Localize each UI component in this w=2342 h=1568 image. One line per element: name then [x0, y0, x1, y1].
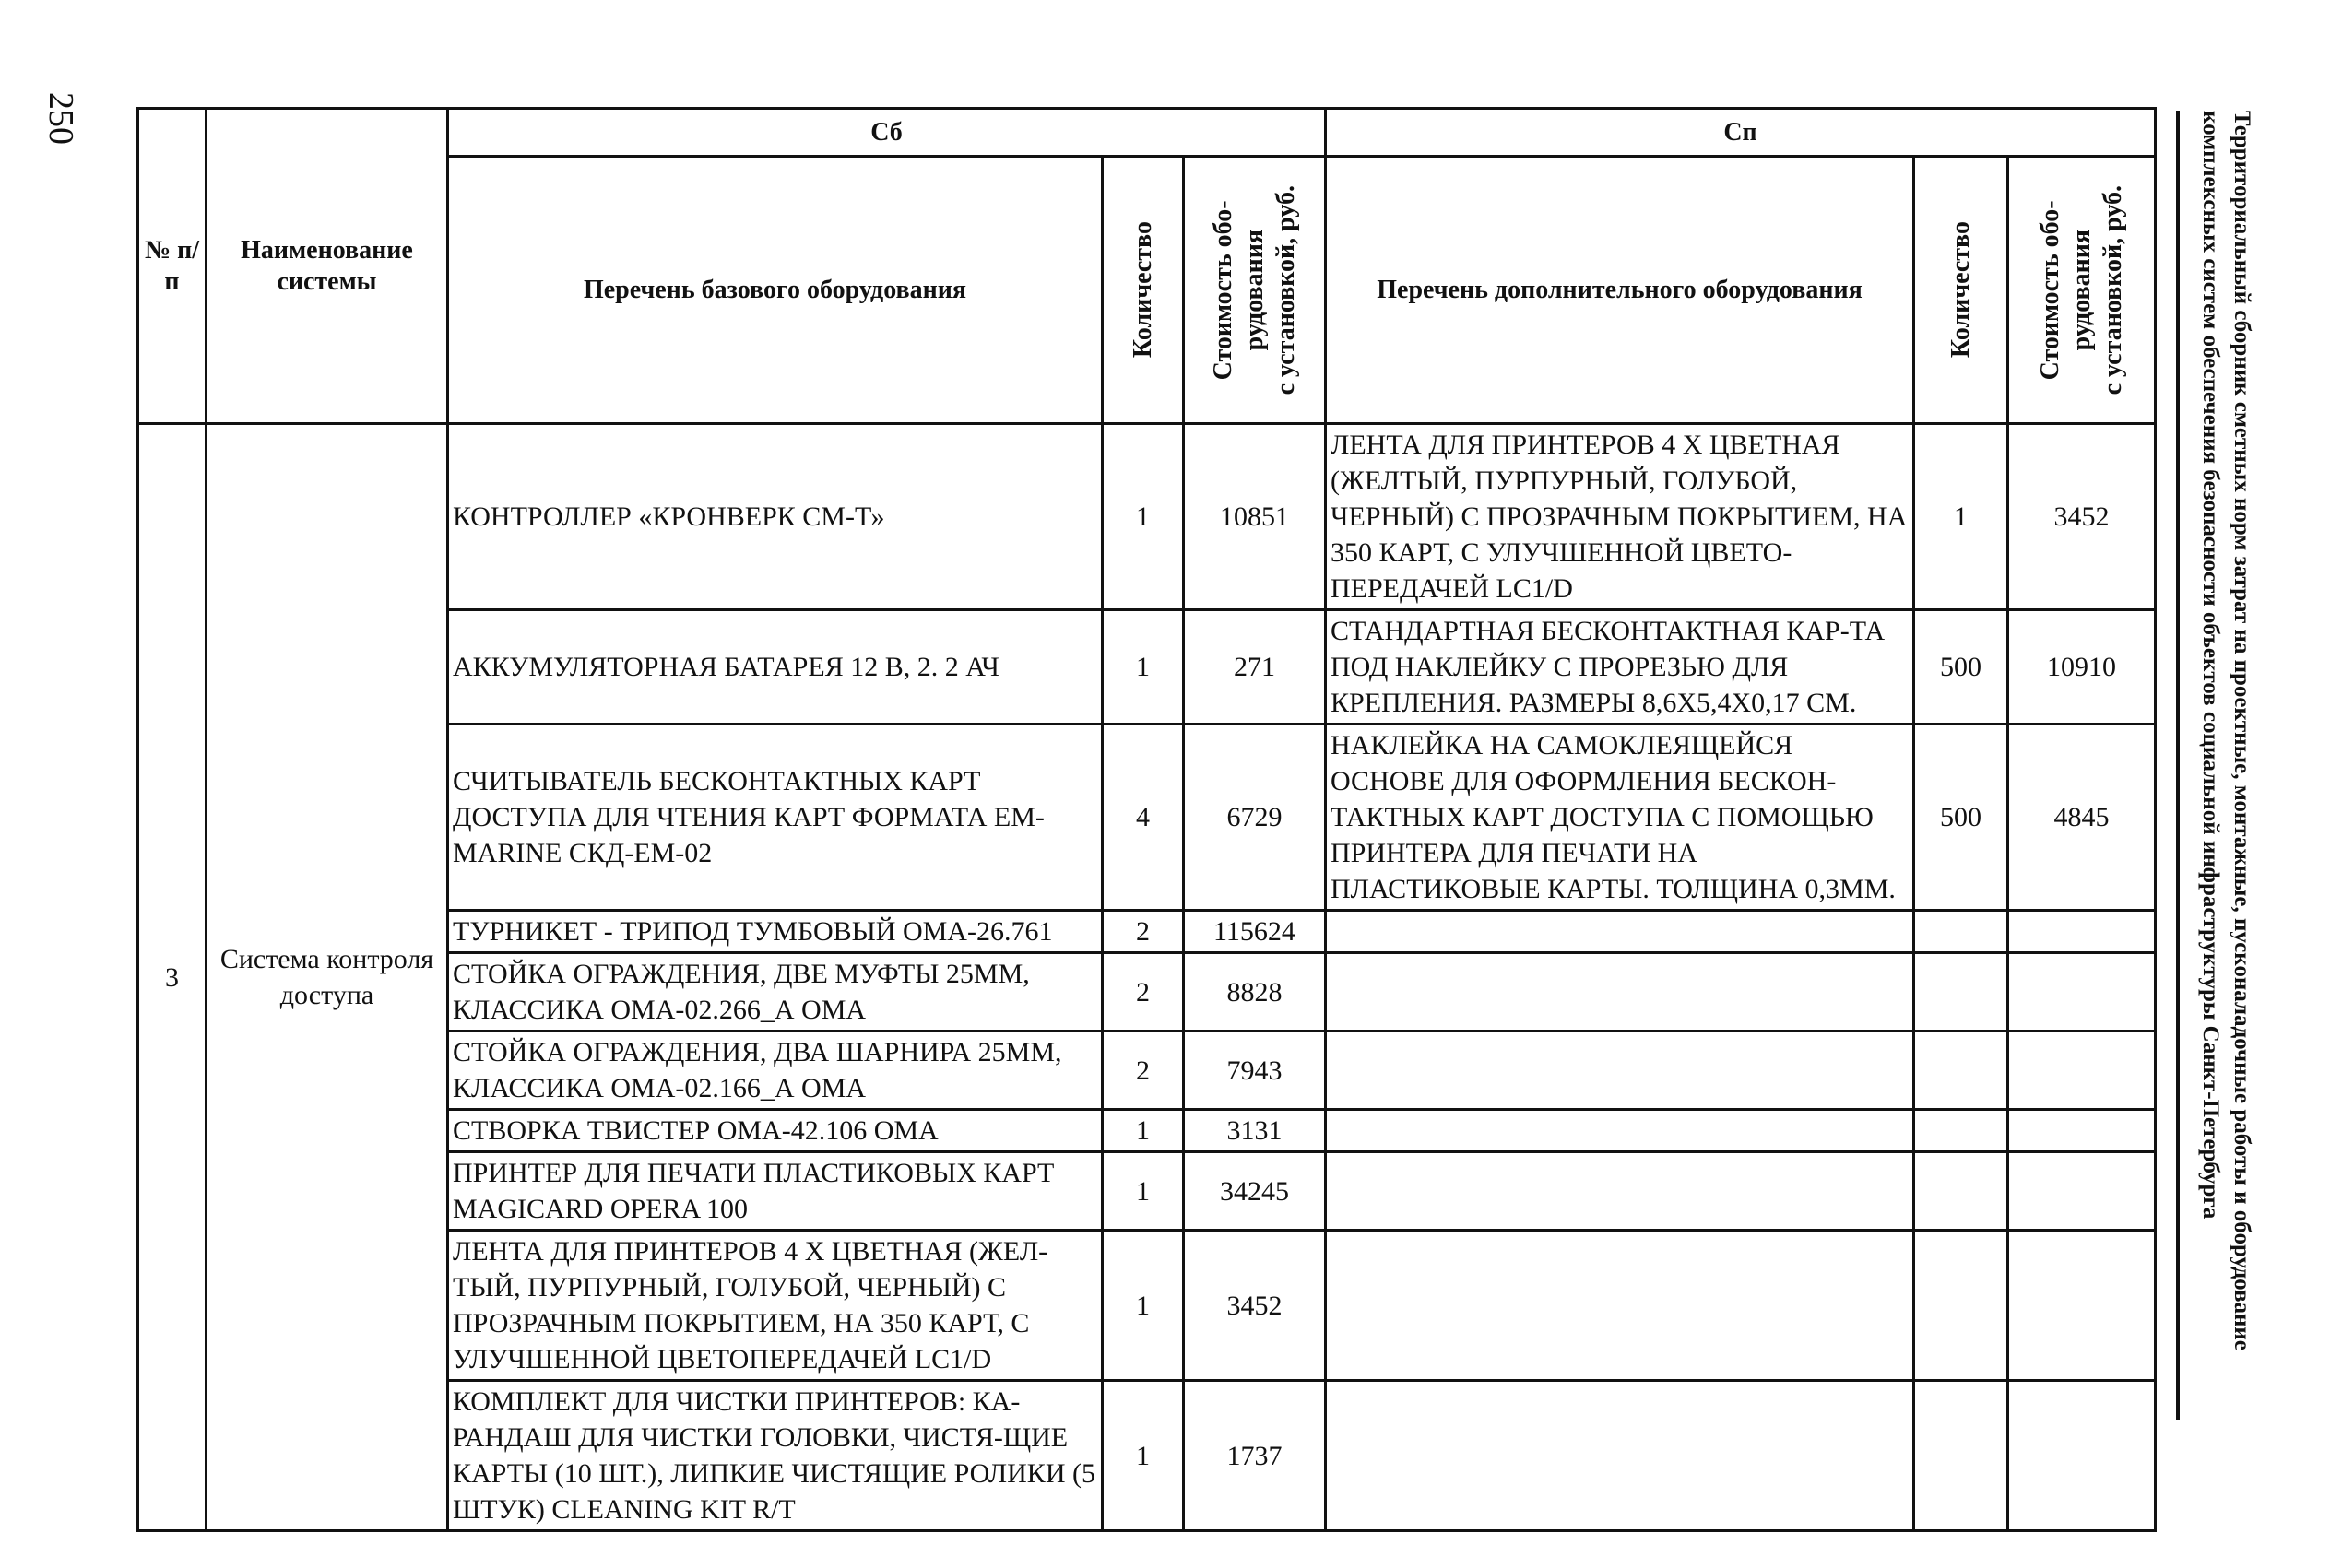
- extra-equipment-cell: [1326, 1231, 1914, 1381]
- extra-cost-cell: [2008, 953, 2156, 1032]
- base-cost-cell: 271: [1184, 610, 1326, 725]
- extra-cost-cell: 4845: [2008, 725, 2156, 911]
- running-header-line-2: комплексных систем обеспечения безопасности объектов социальной инфраструктуры Санкт-Петербурга: [2198, 111, 2223, 1220]
- equipment-table: [136, 107, 2157, 1532]
- extra-cost-cell: 3452: [2008, 424, 2156, 610]
- extra-quantity-cell: [1914, 911, 2008, 953]
- header-extra-list: Перечень дополнительного оборудования: [1326, 157, 1914, 424]
- header-base-cost-line-3: с установкой, руб.: [1271, 184, 1300, 395]
- header-base-cost: [1184, 157, 1326, 424]
- extra-quantity-cell: [1914, 953, 2008, 1032]
- base-quantity-cell: 2: [1103, 1032, 1184, 1110]
- header-rule: [2176, 111, 2180, 1420]
- header-extra-quantity-text: Количество: [1946, 221, 1975, 359]
- extra-equipment-cell: [1326, 953, 1914, 1032]
- base-equipment-cell: АККУМУЛЯТОРНАЯ БАТАРЕЯ 12 В, 2. 2 АЧ: [448, 610, 1103, 725]
- extra-quantity-cell: [1914, 1381, 2008, 1531]
- base-equipment-cell: КОМПЛЕКТ ДЛЯ ЧИСТКИ ПРИНТЕРОВ: КА-РАНДАШ ДЛЯ ЧИСТКИ ГОЛОВКИ, ЧИСТЯ-ЩИЕ КАРТЫ (10 ШТ.), ЛИПКИЕ ЧИСТЯЩИЕ РОЛИКИ (5 ШТУК) CLEANING KIT R/T: [448, 1381, 1103, 1531]
- extra-cost-cell: [2008, 1152, 2156, 1231]
- header-base-quantity-text: Количество: [1128, 221, 1157, 359]
- base-equipment-cell: СЧИТЫВАТЕЛЬ БЕСКОНТАКТНЫХ КАРТ ДОСТУПА ДЛЯ ЧТЕНИЯ КАРТ ФОРМАТА EM-MARINE СКД-ЕМ-02: [448, 725, 1103, 911]
- base-quantity-cell: 1: [1103, 1110, 1184, 1152]
- base-cost-cell: 8828: [1184, 953, 1326, 1032]
- header-base-cost-text: [1208, 185, 1302, 395]
- extra-equipment-cell: НАКЛЕЙКА НА САМОКЛЕЯЩЕЙСЯ ОСНОВЕ ДЛЯ ОФОРМЛЕНИЯ БЕСКОН-ТАКТНЫХ КАРТ ДОСТУПА С ПОМОЩЬЮ ПРИНТЕРА ДЛЯ ПЕЧАТИ НА ПЛАСТИКОВЫЕ КАРТЫ. ТОЛЩИНА 0,3ММ.: [1326, 725, 1914, 911]
- header-extra-cost-line-3: с установкой, руб.: [2098, 184, 2127, 395]
- header-system-name: Наименование системы: [207, 109, 448, 424]
- base-cost-cell: 7943: [1184, 1032, 1326, 1110]
- base-quantity-cell: 1: [1103, 1152, 1184, 1231]
- extra-quantity-cell: [1914, 1032, 2008, 1110]
- base-cost-cell: 34245: [1184, 1152, 1326, 1231]
- system-num-cell: 3: [138, 424, 207, 1531]
- extra-equipment-cell: [1326, 1381, 1914, 1531]
- header-base-cost-line-2: рудования: [1239, 229, 1269, 351]
- base-quantity-cell: 2: [1103, 911, 1184, 953]
- base-cost-cell: 6729: [1184, 725, 1326, 911]
- running-header: [2176, 111, 2268, 1420]
- extra-equipment-cell: СТАНДАРТНАЯ БЕСКОНТАКТНАЯ КАР-ТА ПОД НАКЛЕЙКУ С ПРОРЕЗЬЮ ДЛЯ КРЕПЛЕНИЯ. РАЗМЕРЫ 8,6Х5,4Х0,17 СМ.: [1326, 610, 1914, 725]
- base-cost-cell: 1737: [1184, 1381, 1326, 1531]
- base-quantity-cell: 1: [1103, 610, 1184, 725]
- extra-equipment-cell: [1326, 911, 1914, 953]
- extra-cost-cell: 10910: [2008, 610, 2156, 725]
- base-equipment-cell: ТУРНИКЕТ - ТРИПОД ТУМБОВЫЙ ОМА-26.761: [448, 911, 1103, 953]
- base-equipment-cell: ПРИНТЕР ДЛЯ ПЕЧАТИ ПЛАСТИКОВЫХ КАРТ MAGICARD OPERA 100: [448, 1152, 1103, 1231]
- extra-quantity-cell: [1914, 1152, 2008, 1231]
- header-group-sb: Сб: [448, 109, 1326, 157]
- base-equipment-cell: КОНТРОЛЛЕР «КРОНВЕРК СМ-Т»: [448, 424, 1103, 610]
- header-base-cost-line-1: Стоимость обо-: [1208, 199, 1237, 380]
- extra-cost-cell: [2008, 911, 2156, 953]
- header-extra-quantity: [1914, 157, 2008, 424]
- extra-equipment-cell: [1326, 1110, 1914, 1152]
- base-equipment-cell: СТОЙКА ОГРАЖДЕНИЯ, ДВЕ МУФТЫ 25ММ, КЛАССИКА ОМА-02.266_А ОМА: [448, 953, 1103, 1032]
- extra-cost-cell: [2008, 1032, 2156, 1110]
- header-row-groups: [138, 109, 2156, 157]
- header-num: № п/п: [138, 109, 207, 424]
- table-row: [138, 424, 2156, 610]
- extra-cost-cell: [2008, 1110, 2156, 1152]
- header-base-list: Перечень базового оборудования: [448, 157, 1103, 424]
- base-quantity-cell: 1: [1103, 424, 1184, 610]
- base-cost-cell: 3452: [1184, 1231, 1326, 1381]
- extra-equipment-cell: [1326, 1032, 1914, 1110]
- header-extra-cost-line-1: Стоимость обо-: [2035, 199, 2064, 380]
- base-cost-cell: 115624: [1184, 911, 1326, 953]
- base-quantity-cell: 4: [1103, 725, 1184, 911]
- base-cost-cell: 10851: [1184, 424, 1326, 610]
- header-group-sp: Сп: [1326, 109, 2156, 157]
- header-extra-cost-line-2: рудования: [2066, 229, 2096, 351]
- page-number: 250: [41, 92, 80, 145]
- header-extra-cost: [2008, 157, 2156, 424]
- base-equipment-cell: СТВОРКА ТВИСТЕР ОМА-42.106 ОМА: [448, 1110, 1103, 1152]
- running-header-text: [2194, 111, 2257, 1420]
- base-equipment-cell: СТОЙКА ОГРАЖДЕНИЯ, ДВА ШАРНИРА 25ММ, КЛАССИКА ОМА-02.166_А ОМА: [448, 1032, 1103, 1110]
- extra-quantity-cell: [1914, 1231, 2008, 1381]
- header-extra-cost-text: [2035, 185, 2129, 395]
- base-quantity-cell: 1: [1103, 1231, 1184, 1381]
- running-header-line-1: Территориальный сборник сметных норм затрат на проектные, монтажные, пусконаладочные работы и оборудование: [2230, 111, 2254, 1350]
- system-name-cell: Система контроля доступа: [207, 424, 448, 1531]
- extra-cost-cell: [2008, 1231, 2156, 1381]
- base-quantity-cell: 2: [1103, 953, 1184, 1032]
- extra-equipment-cell: [1326, 1152, 1914, 1231]
- extra-quantity-cell: 500: [1914, 610, 2008, 725]
- extra-cost-cell: [2008, 1381, 2156, 1531]
- header-base-quantity: [1103, 157, 1184, 424]
- extra-equipment-cell: ЛЕНТА ДЛЯ ПРИНТЕРОВ 4 Х ЦВЕТНАЯ (ЖЕЛТЫЙ, ПУРПУРНЫЙ, ГОЛУБОЙ, ЧЕРНЫЙ) С ПРОЗРАЧНЫМ ПОКРЫТИЕМ, НА 350 КАРТ, С УЛУЧШЕННОЙ ЦВЕТО-ПЕРЕДАЧЕЙ LC1/D: [1326, 424, 1914, 610]
- base-quantity-cell: 1: [1103, 1381, 1184, 1531]
- extra-quantity-cell: [1914, 1110, 2008, 1152]
- base-equipment-cell: ЛЕНТА ДЛЯ ПРИНТЕРОВ 4 Х ЦВЕТНАЯ (ЖЕЛ-ТЫЙ, ПУРПУРНЫЙ, ГОЛУБОЙ, ЧЕРНЫЙ) С ПРОЗРАЧНЫМ ПОКРЫТИЕМ, НА 350 КАРТ, С УЛУЧШЕННОЙ ЦВЕТОПЕРЕДАЧЕЙ LC1/D: [448, 1231, 1103, 1381]
- base-cost-cell: 3131: [1184, 1110, 1326, 1152]
- extra-quantity-cell: 1: [1914, 424, 2008, 610]
- extra-quantity-cell: 500: [1914, 725, 2008, 911]
